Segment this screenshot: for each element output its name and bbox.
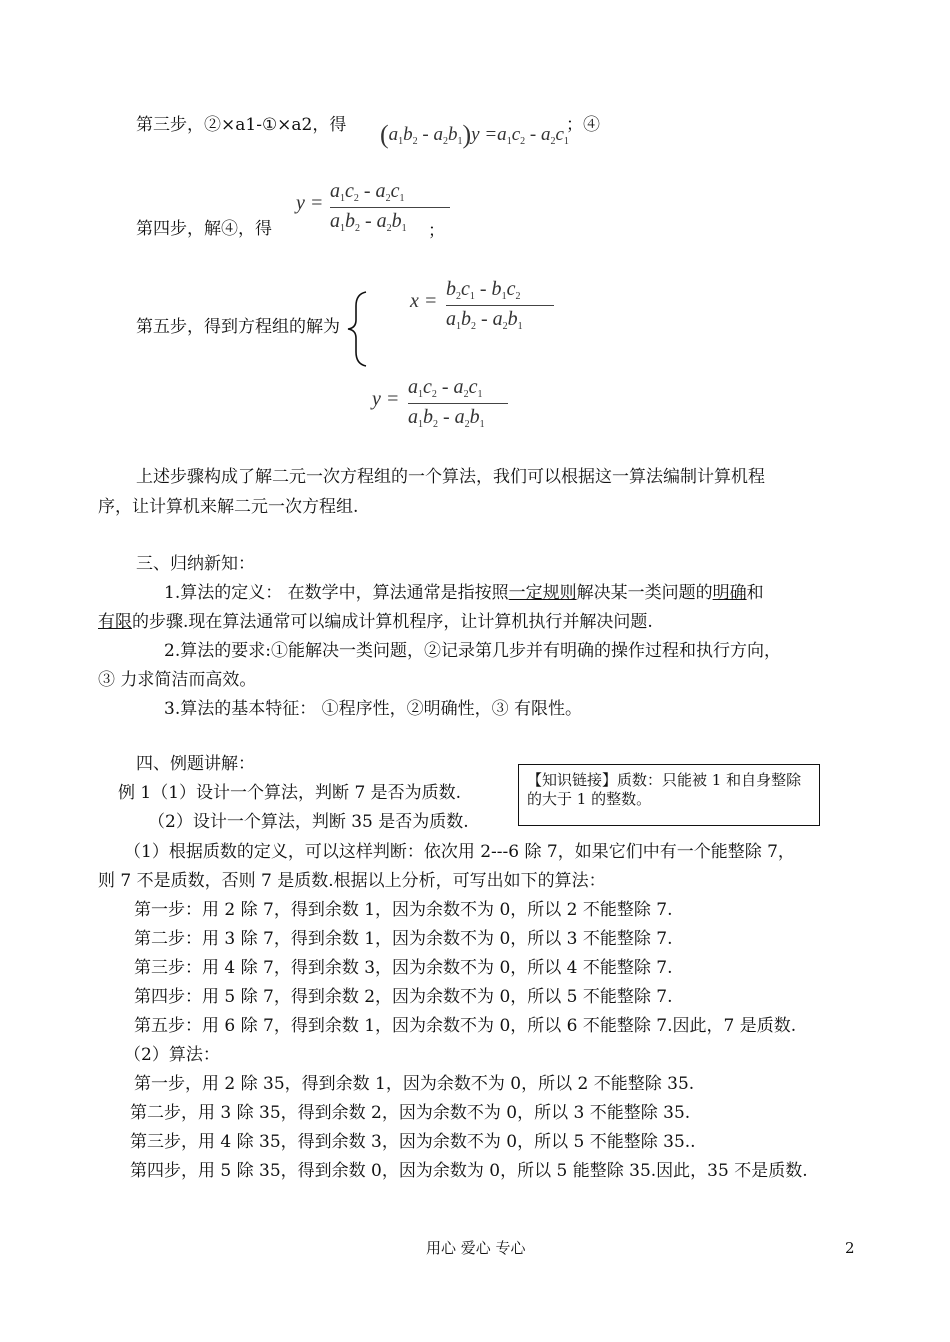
left-brace [346,290,368,368]
definition-line-1 [164,582,764,604]
definition-text-a: 1.算法的定义： 在数学中，算法通常是指按照 [164,583,509,603]
definition-underline-rule: 一定规则 [508,583,577,603]
step35-2: 第二步，用 3 除 35，得到余数 2，因为余数不为 0，所以 3 不能整除 35. [130,1103,691,1123]
step7-3: 第三步：用 4 除 7，得到余数 3，因为余数不为 0，所以 4 不能整除 7. [134,958,673,978]
step7-1: 第一步：用 2 除 7，得到余数 1，因为余数不为 0，所以 2 不能整除 7. [134,900,673,920]
definition-underline-clear: 明确 [712,583,747,603]
definition-text-b: 解决某一类问题的 [576,583,713,603]
solution-x-fraction: x = $b_2c_1 - b_1c_2$ $a_1b_2 - a_2b_1$ [410,278,560,338]
step3-line [136,114,346,136]
solution-1-line-1: （1）根据质数的定义，可以这样判断：依次用 2---6 除 7，如果它们中有一个能整除 7， [124,842,795,862]
section4-heading: 四、例题讲解： [136,754,255,774]
example-1-part-1: 例 1（1）设计一个算法，判断 7 是否为质数. [118,783,462,803]
step35-1: 第一步，用 2 除 35，得到余数 1，因为余数不为 0，所以 2 不能整除 35. [134,1074,695,1094]
definition-line-2 [98,611,653,633]
page-number: 2 [845,1239,855,1257]
step7-5: 第五步：用 6 除 7，得到余数 1，因为余数不为 0，所以 6 不能整除 7.因此，7 是质数. [134,1016,797,1036]
step7-2: 第二步：用 3 除 7，得到余数 1，因为余数不为 0，所以 3 不能整除 7. [134,929,673,949]
step3-formula: $(a_1b_2 - a_2b_1)y =a_1c_2 - a_2c_1$ [380,120,569,149]
step4-fraction: y = $a_1c_2 - a_2c_1$ $a_1b_2 - a_2b_1$ [296,180,456,240]
knowledge-link-box: 【知识链接】质数：只能被 1 和自身整除的大于 1 的整数。 [518,764,820,826]
step35-3: 第三步，用 4 除 35，得到余数 3，因为余数不为 0，所以 5 不能整除 35.. [130,1132,696,1152]
definition-underline-finite: 有限 [98,612,132,632]
step7-4: 第四步：用 5 除 7，得到余数 2，因为余数不为 0，所以 5 不能整除 7. [134,987,673,1007]
step3-suffix: ；④ [566,115,600,135]
solution-y-fraction: y = $a_1c_2 - a_2c_1$ $a_1b_2 - a_2b_1$ [372,376,522,436]
step35-4: 第四步，用 5 除 35，得到余数 0，因为余数为 0，所以 5 能整除 35.因此，35 不是质数. [130,1161,808,1181]
example-1-part-2: （2）设计一个算法，判断 35 是否为质数. [148,812,469,832]
definition-text-d: 的步骤.现在算法通常可以编成计算机程序，让计算机执行并解决问题. [132,612,653,632]
summary-line-2: 序，让计算机来解二元一次方程组. [98,497,359,517]
step5-text: 第五步，得到方程组的解为 [136,317,340,337]
solution-1-line-2: 则 7 不是质数，否则 7 是质数.根据以上分析，可写出如下的算法： [98,871,606,891]
footer-motto: 用心 爱心 专心 [426,1239,526,1257]
definition-text-c: 和 [746,583,764,603]
requirement-line-2: ③ 力求简洁而高效。 [98,670,257,690]
step3-text: 第三步，②×a1-①×a2，得 [136,115,347,135]
feature-line: 3.算法的基本特征： ①程序性，②明确性，③ 有限性。 [164,699,583,719]
step4-suffix: ； [428,221,445,241]
step4-text: 第四步，解④，得 [136,219,272,239]
solution-2-heading: （2）算法： [124,1045,220,1065]
section3-heading: 三、归纳新知： [136,554,255,574]
requirement-line-1: 2.算法的要求:①能解决一类问题，②记录第几步并有明确的操作过程和执行方向， [164,641,781,661]
summary-line-1: 上述步骤构成了解二元一次方程组的一个算法，我们可以根据这一算法编制计算机程 [136,467,765,487]
